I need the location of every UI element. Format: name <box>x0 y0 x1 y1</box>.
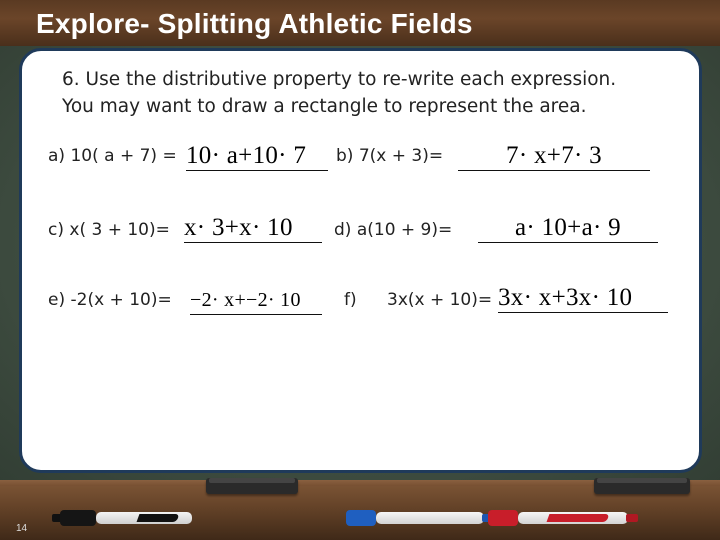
problem-b-answer: 7· x+7· 3 <box>506 142 602 169</box>
problem-c-answer: x· 3+x· 10 <box>184 214 293 241</box>
problem-d-label: d) a(10 + 9)= <box>334 220 453 240</box>
problem-e-label: e) -2(x + 10)= <box>48 290 172 310</box>
problem-e-answer: −2· x+−2· 10 <box>190 289 301 311</box>
eraser-left <box>206 478 298 494</box>
instructions-line-2: You may want to draw a rectangle to represent the area. <box>62 96 587 117</box>
problem-a-label: a) 10( a + 7) = <box>48 146 177 166</box>
problem-d-answer: a· 10+a· 9 <box>515 214 621 241</box>
eraser-right <box>594 478 690 494</box>
problem-b-label: b) 7(x + 3)= <box>336 146 444 166</box>
slide-number: 14 <box>16 523 28 534</box>
problem-a-answer-blank <box>186 142 328 171</box>
black-marker <box>52 510 192 526</box>
problem-c-answer-blank <box>184 214 322 243</box>
problem-d-answer-blank <box>478 214 658 243</box>
problem-e-answer-blank <box>190 286 322 315</box>
red-marker <box>488 510 640 526</box>
problem-f-answer-blank <box>498 284 668 313</box>
problem-f-label: f) <box>344 290 357 310</box>
instructions <box>62 66 616 120</box>
blue-marker <box>346 510 496 526</box>
problem-b-answer-blank <box>458 142 650 171</box>
problem-a-answer: 10· a+10· 7 <box>186 142 307 169</box>
slide-title: Explore- Splitting Athletic Fields <box>36 8 473 39</box>
problem-f-expression: 3x(x + 10)= <box>387 290 493 310</box>
problem-c-label: c) x( 3 + 10)= <box>48 220 170 240</box>
instructions-line-1: 6. Use the distributive property to re-write each expression. <box>62 69 617 90</box>
problem-f-answer: 3x· x+3x· 10 <box>498 284 633 311</box>
